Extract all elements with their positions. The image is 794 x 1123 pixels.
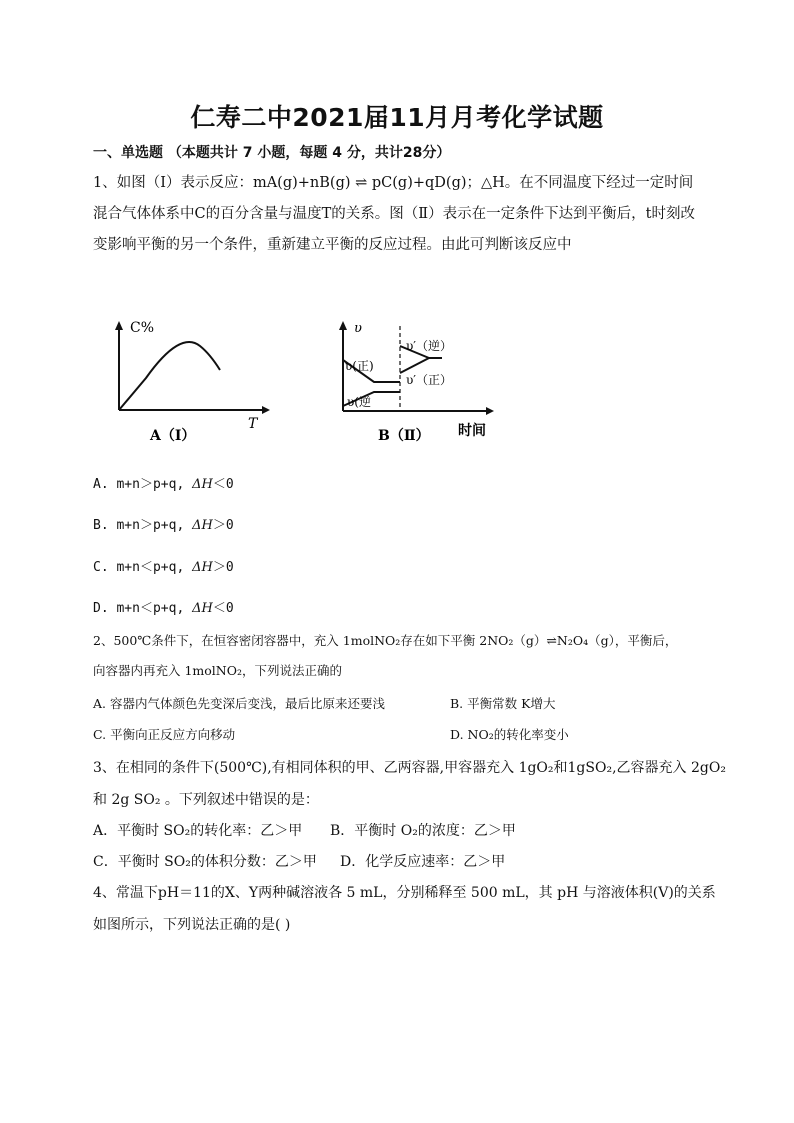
q2-option-d[interactable]: D. NO₂的转化率变小	[450, 727, 569, 742]
q1-option-c-dh: ΔH	[192, 560, 213, 575]
figure-1-y-label: C%	[130, 320, 155, 336]
figure-2-label-reverse: υ(逆	[347, 395, 371, 409]
q2-option-c[interactable]: C. 平衡向正反应方向移动	[93, 727, 236, 742]
q3-option-d[interactable]: D．化学反应速率：乙＞甲	[340, 854, 506, 870]
question-4-line-1: 4、常温下pH＝11的X、Y两种碱溶液各 5 mL，分别稀释至 500 mL，其 pH 与溶液体积(V)的关系	[93, 885, 716, 901]
q1-option-c[interactable]	[93, 556, 234, 575]
question-3-line-2: 和 2g SO₂ 。下列叙述中错误的是：	[93, 792, 319, 808]
figure-2-x-label: 时间	[458, 423, 486, 439]
question-2-line-2: 向容器内再充入 1molNO₂，下列说法正确的	[93, 663, 342, 678]
q2-option-b[interactable]: B. 平衡常数 K增大	[450, 696, 556, 711]
figure-2-new-forward-line	[400, 358, 442, 373]
figure-2	[334, 318, 499, 446]
figure-2-label-reverse-new: υ′（逆）	[406, 339, 453, 353]
figure-2-x-arrow-icon	[486, 407, 494, 415]
figure-2-label-forward-new: υ′（正）	[406, 373, 453, 387]
question-4-line-2: 如图所示，下列说法正确的是( )	[93, 917, 291, 933]
question-2-line-1: 2、500℃条件下，在恒容密闭容器中，充入 1molNO₂存在如下平衡 2NO₂（g）⇌N₂O₄（g），平衡后，	[93, 633, 678, 648]
figure-1-x-arrow-icon	[262, 406, 270, 414]
question-1-text: 1、如图（Ⅰ）表示反应：mA(g)+nB(g) ⇌ pC(g)+qD(g)；△H。在不同温度下经过一定时间混合气体体系中C的百分含量与温度T的关系。图（Ⅱ）表示在一定条件下达到平衡后，t时刻改变影响平衡的另一个条件，重新建立平衡的反应过程。由此可判断该反应中	[93, 175, 695, 253]
figure-1-x-label: T	[248, 416, 258, 432]
q1-option-d[interactable]	[93, 597, 234, 616]
q1-option-b-letter: B. m+n＞p+q,	[93, 518, 185, 533]
q1-option-d-letter: D. m+n＜p+q,	[93, 601, 185, 616]
q3-option-a[interactable]: A．平衡时 SO₂的转化率：乙＞甲	[93, 823, 303, 839]
q1-option-d-rest: ＜0	[212, 601, 234, 616]
figure-1-y-arrow-icon	[115, 321, 123, 330]
q1-option-a-dh: ΔH	[192, 477, 213, 492]
q1-option-a-letter: A. m+n＞p+q,	[93, 477, 185, 492]
q1-option-a-rest: ＜0	[212, 477, 234, 492]
q1-option-b-dh: ΔH	[192, 518, 213, 533]
q1-option-d-dh: ΔH	[192, 601, 213, 616]
figure-2-caption: B（Ⅱ）	[378, 428, 430, 444]
figure-1-caption: A（Ⅰ）	[150, 428, 196, 444]
figure-2-label-forward: υ(正)	[345, 359, 374, 373]
q1-option-a[interactable]	[93, 473, 234, 492]
q1-option-c-rest: ＞0	[212, 560, 234, 575]
section-heading: 一、单选题 （本题共计 7 小题，每题 4 分，共计28分）	[93, 145, 451, 161]
figure-1	[110, 318, 270, 448]
figure-2-y-label: υ	[354, 321, 362, 336]
question-3-line-1: 3、在相同的条件下(500℃),有相同体积的甲、乙两容器,甲容器充入 1gO₂和1gSO₂,乙容器充入 2gO₂	[93, 760, 726, 776]
figure-2-y-arrow-icon	[339, 321, 347, 330]
q1-option-c-letter: C. m+n＜p+q,	[93, 560, 185, 575]
q1-option-b[interactable]	[93, 514, 234, 533]
figure-1-curve	[119, 342, 220, 410]
q3-option-b[interactable]: B．平衡时 O₂的浓度：乙＞甲	[330, 823, 516, 839]
q1-option-b-rest: ＞0	[212, 518, 234, 533]
q3-option-c[interactable]: C．平衡时 SO₂的体积分数：乙＞甲	[93, 854, 317, 870]
q2-option-a[interactable]: A. 容器内气体颜色先变深后变浅，最后比原来还要浅	[93, 696, 385, 711]
page-title: 仁寿二中2021届11月月考化学试题	[190, 103, 604, 132]
